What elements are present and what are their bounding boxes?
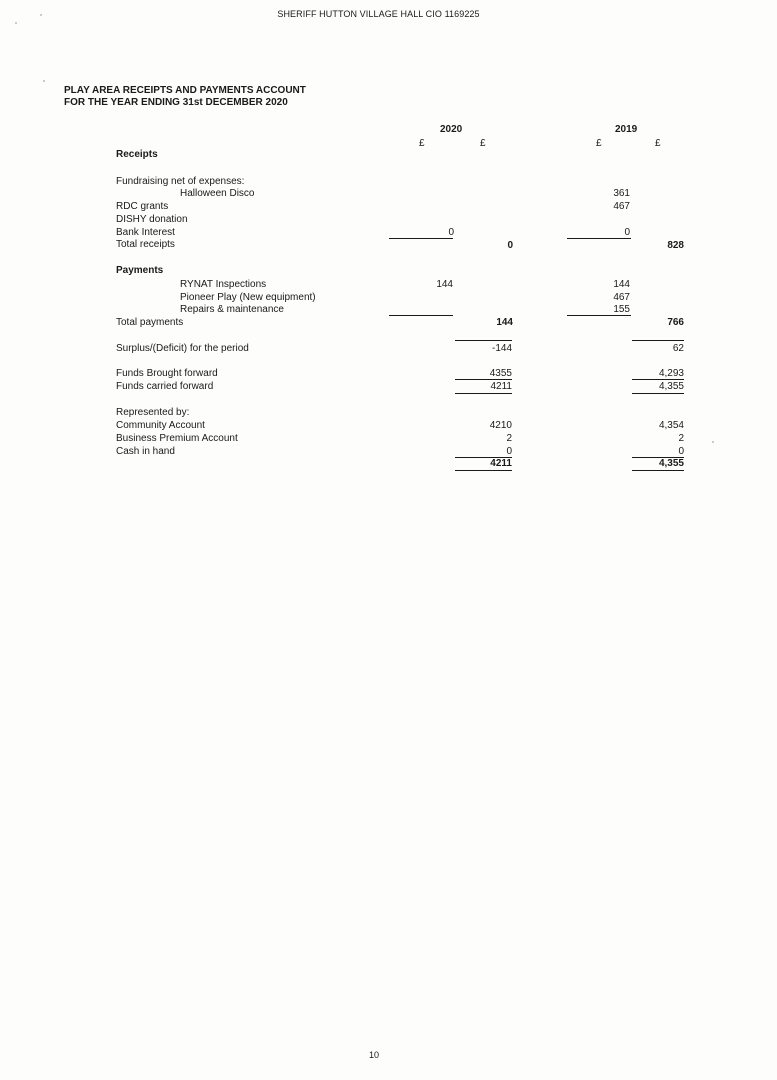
currency-symbol: £ <box>419 138 425 149</box>
page-number: 10 <box>368 1050 379 1060</box>
rynat-2020: 144 <box>436 279 453 290</box>
funds-cf-2020: 4211 <box>490 381 512 392</box>
cash-2019: 0 <box>678 446 684 457</box>
cash-2020: 0 <box>506 446 512 457</box>
halloween-label: Halloween Disco <box>180 188 255 199</box>
currency-symbol: £ <box>596 138 602 149</box>
funds-bf-label: Funds Brought forward <box>116 368 218 379</box>
year-2020-heading: 2020 <box>440 124 463 135</box>
currency-symbol: £ <box>655 138 661 149</box>
rule <box>567 315 631 316</box>
total-receipts-label: Total receipts <box>116 239 175 250</box>
scan-speck <box>43 80 45 82</box>
repairs-label: Repairs & maintenance <box>180 304 284 315</box>
business-label: Business Premium Account <box>116 433 238 444</box>
rule <box>389 315 453 316</box>
interest-2019: 0 <box>624 227 630 238</box>
total-receipts-2020: 0 <box>507 240 513 251</box>
rule <box>567 238 631 239</box>
business-2019: 2 <box>678 433 684 444</box>
rule <box>632 393 684 394</box>
total-receipts-2019: 828 <box>667 240 684 251</box>
total-payments-2019: 766 <box>667 317 684 328</box>
funds-cf-2019: 4,355 <box>658 381 684 392</box>
organisation-header: SHERIFF HUTTON VILLAGE HALL CIO 1169225 <box>277 9 480 19</box>
scan-speck <box>40 14 42 16</box>
represented-heading: Represented by: <box>116 407 190 418</box>
community-2019: 4,354 <box>658 420 684 431</box>
cash-label: Cash in hand <box>116 446 175 457</box>
scan-speck <box>15 22 17 24</box>
surplus-2019: 62 <box>672 343 684 354</box>
surplus-2020: -144 <box>491 343 512 354</box>
represented-total-2020: 4211 <box>490 458 512 469</box>
rule <box>632 379 684 380</box>
rule <box>389 238 453 239</box>
represented-total-2019: 4,355 <box>658 458 684 469</box>
rule <box>632 340 684 341</box>
funds-bf-2019: 4,293 <box>658 368 684 379</box>
payments-heading: Payments <box>116 265 164 276</box>
community-label: Community Account <box>116 420 205 431</box>
interest-label: Bank Interest <box>116 227 175 238</box>
rynat-2019: 144 <box>613 279 630 290</box>
total-payments-2020: 144 <box>496 317 513 328</box>
receipts-heading: Receipts <box>116 149 158 160</box>
rdc-2019: 467 <box>613 201 630 212</box>
pioneer-label: Pioneer Play (New equipment) <box>180 292 316 303</box>
statement-subtitle: FOR THE YEAR ENDING 31st DECEMBER 2020 <box>64 97 288 108</box>
funds-cf-label: Funds carried forward <box>116 381 214 392</box>
statement-title: PLAY AREA RECEIPTS AND PAYMENTS ACCOUNT <box>64 85 306 96</box>
surplus-label: Surplus/(Deficit) for the period <box>116 343 249 354</box>
total-payments-label: Total payments <box>116 317 184 328</box>
dishy-label: DISHY donation <box>116 214 188 225</box>
scan-speck <box>712 441 714 443</box>
fundraising-label: Fundraising net of expenses: <box>116 176 245 187</box>
funds-bf-2020: 4355 <box>489 368 512 379</box>
rule <box>455 340 512 341</box>
rule <box>632 470 684 471</box>
halloween-2019: 361 <box>613 188 630 199</box>
business-2020: 2 <box>506 433 512 444</box>
repairs-2019: 155 <box>613 304 630 315</box>
pioneer-2019: 467 <box>613 292 630 303</box>
rule <box>455 393 512 394</box>
rule <box>455 379 512 380</box>
rdc-label: RDC grants <box>116 201 169 212</box>
community-2020: 4210 <box>489 420 512 431</box>
currency-symbol: £ <box>480 138 486 149</box>
interest-2020: 0 <box>448 227 454 238</box>
year-2019-heading: 2019 <box>615 124 638 135</box>
rynat-label: RYNAT Inspections <box>180 279 267 290</box>
rule <box>455 470 512 471</box>
